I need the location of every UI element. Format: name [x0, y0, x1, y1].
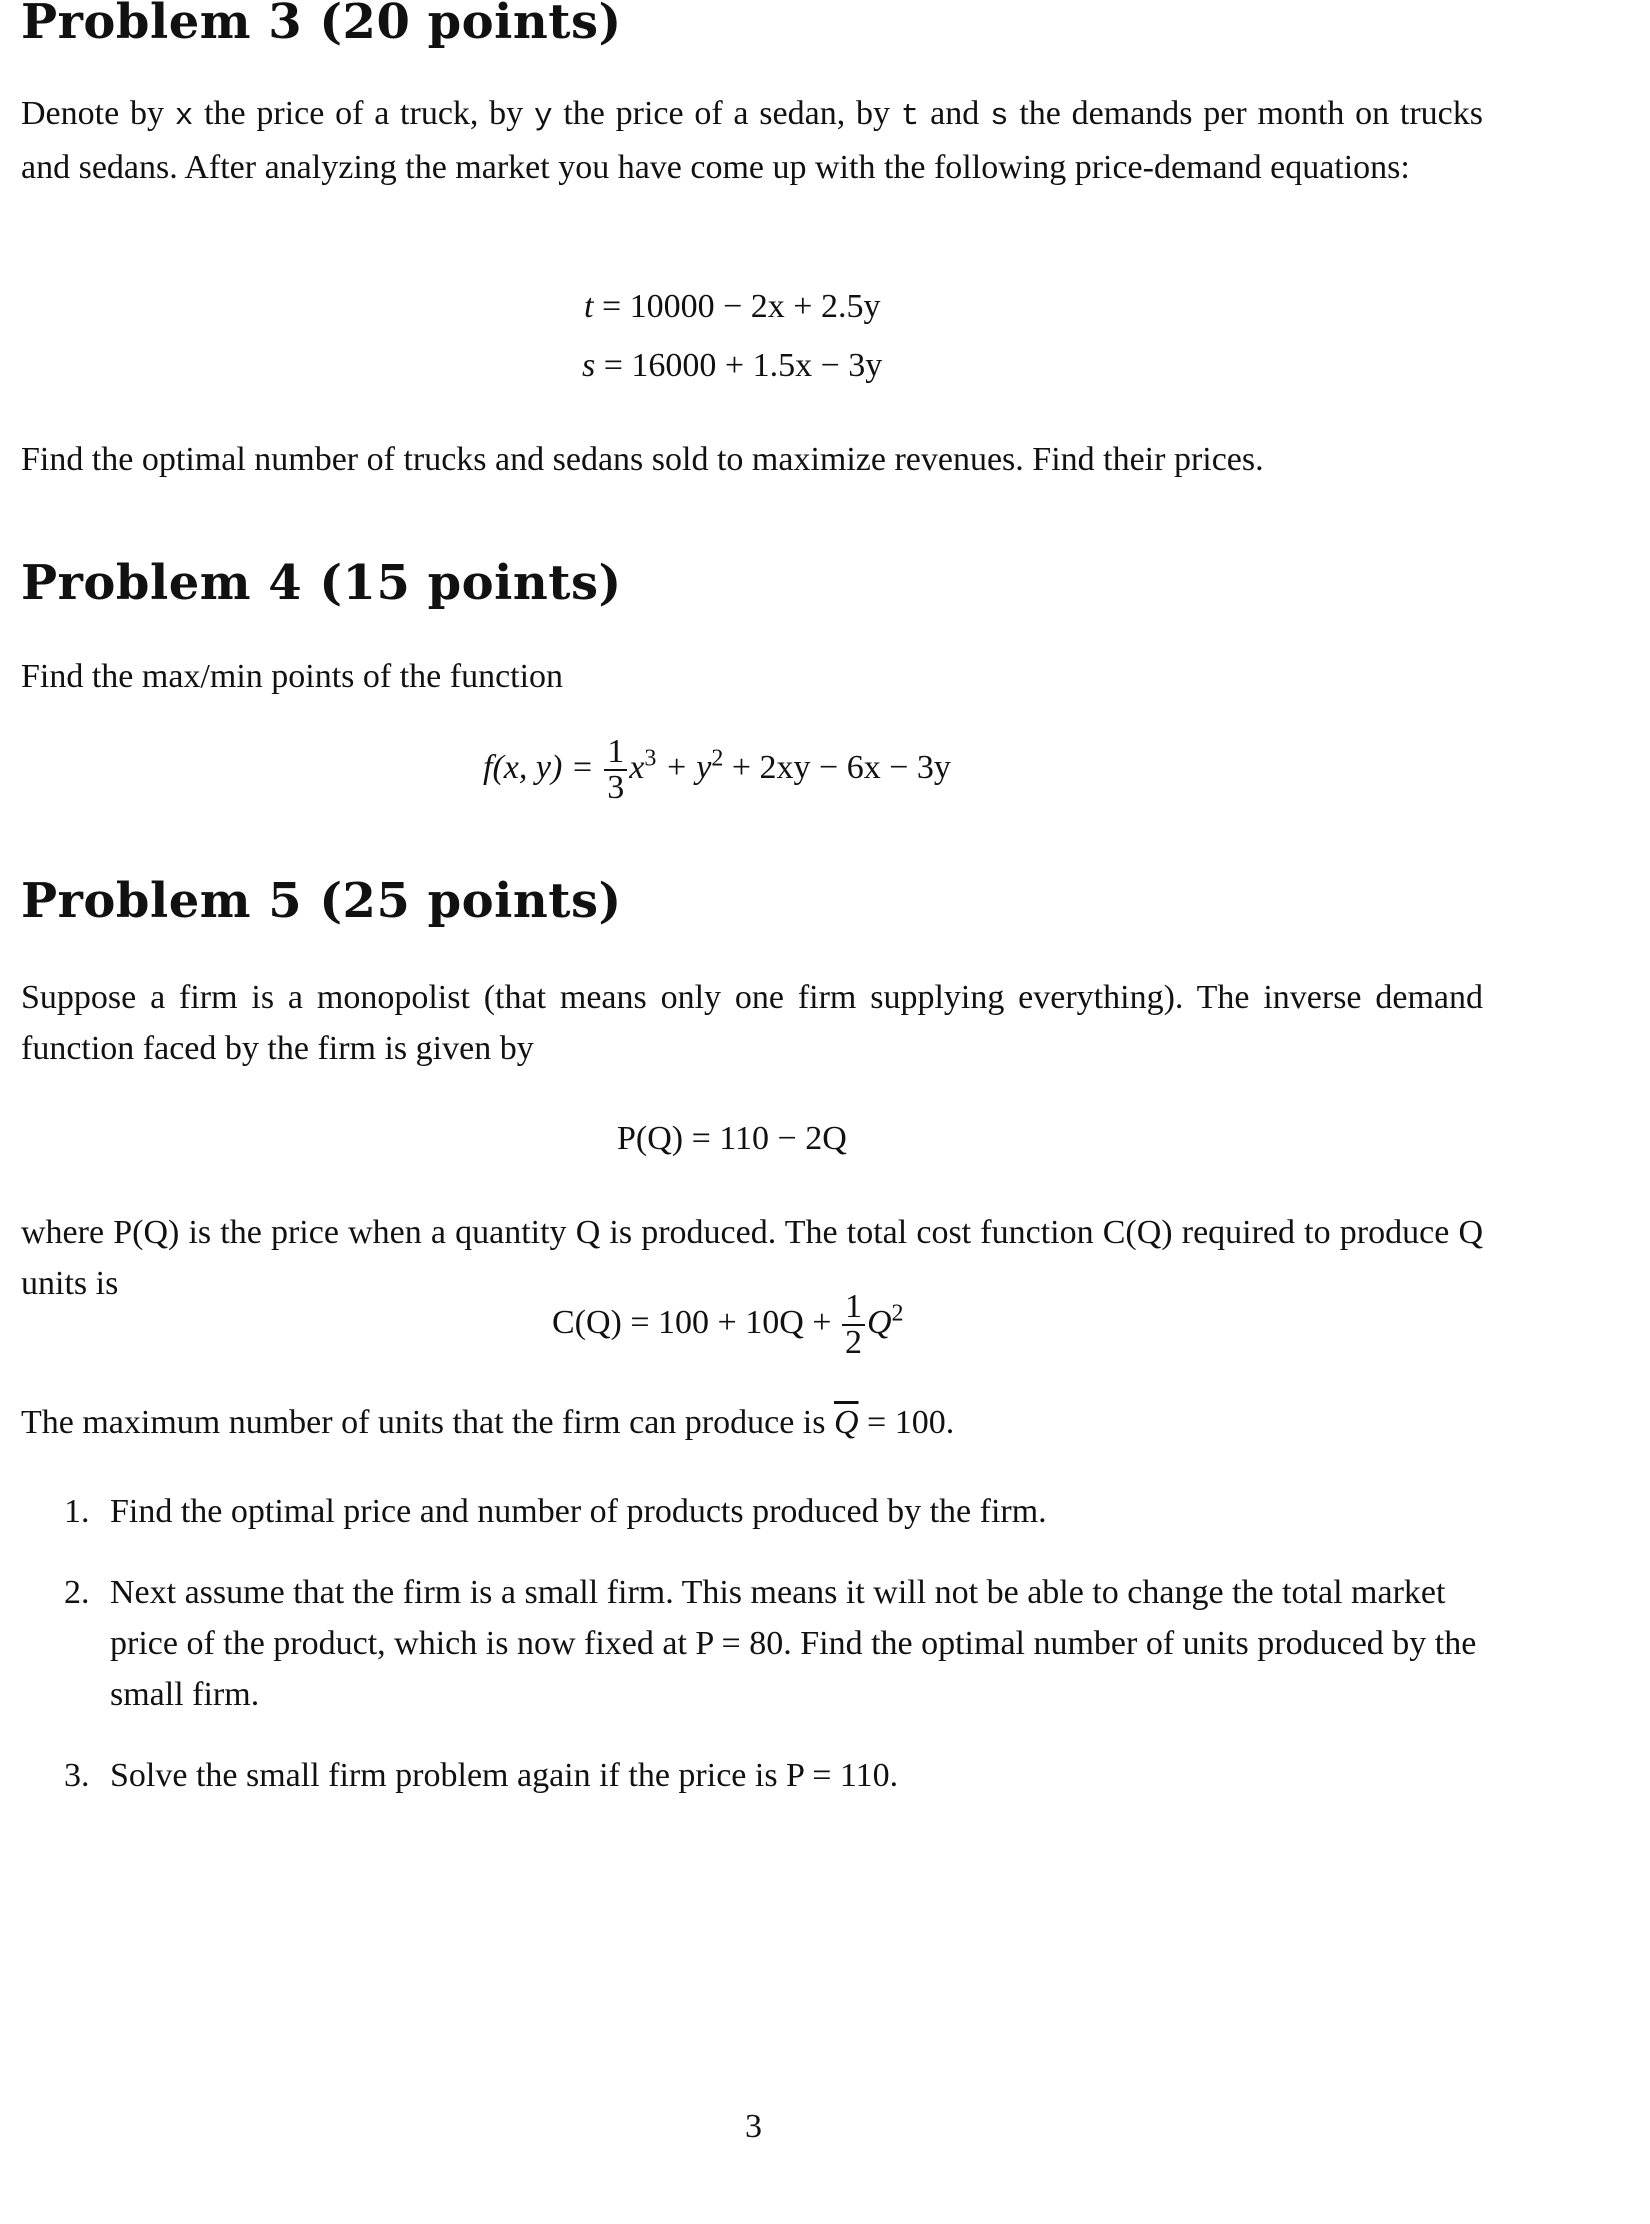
function-f-equation: f(x, y) = $\frac{1}{3}$ $x^3 + y^2 + 2xy - 6x - 3y$	[483, 733, 951, 806]
equation-t: t = 10000 − 2x + 2.5y	[584, 288, 881, 325]
list-item: 2. Next assume that the firm is a small firm. This means it will not be able to change the total market price of the product, which is now fixed at P = 80. Find the optimal number of units produced by the small firm.	[64, 1574, 1477, 1713]
problem-3-question: Find the optimal number of trucks and sedans sold to maximize revenues. Find their prices.	[21, 441, 1264, 478]
problem-5-intro: Suppose a firm is a monopolist (that means only one firm supplying everything). The inverse demand function faced by the firm is given by	[21, 979, 1483, 1067]
problem-5-heading: Problem 5 (25 points)	[21, 873, 622, 929]
cost-function-equation: C(Q) = 100 + 10Q + $\frac{1}{2}$ $Q^2$	[552, 1288, 904, 1361]
problem-4-heading: Problem 4 (15 points)	[21, 555, 622, 611]
problem-4-intro: Find the max/min points of the function	[21, 658, 564, 695]
problem-3-heading: Problem 3 (20 points)	[21, 0, 622, 50]
problem-3-intro: Denote by x the price of a truck, by y the price of a sedan, by t and s the demands per month on trucks and sedans. After analyzing the market you have come up with the following price-demand equations:	[21, 95, 1483, 186]
list-item: 1. Find the optimal price and number of products produced by the firm.	[64, 1493, 1047, 1530]
problem-5-subquestions	[64, 1486, 1483, 1801]
list-item: 3. Solve the small firm problem again if the price is P = 110.	[64, 1757, 899, 1794]
page-number: 3	[745, 2108, 762, 2145]
fraction-one-third: $\frac{1}{3}$	[604, 735, 627, 805]
problem-5-cost-intro: where P(Q) is the price when a quantity Q is produced. The total cost function C(Q) required to produce Q units is	[21, 1214, 1483, 1302]
fraction-one-half: $\frac{1}{2}$	[842, 1290, 865, 1360]
inverse-demand-equation: P(Q) = 110 − 2Q	[617, 1120, 847, 1157]
max-units-statement: The maximum number of units that the firm can produce is $\overline{Q} = 100$.	[21, 1404, 955, 1441]
equation-s: s = 16000 + 1.5x − 3y	[582, 347, 883, 384]
